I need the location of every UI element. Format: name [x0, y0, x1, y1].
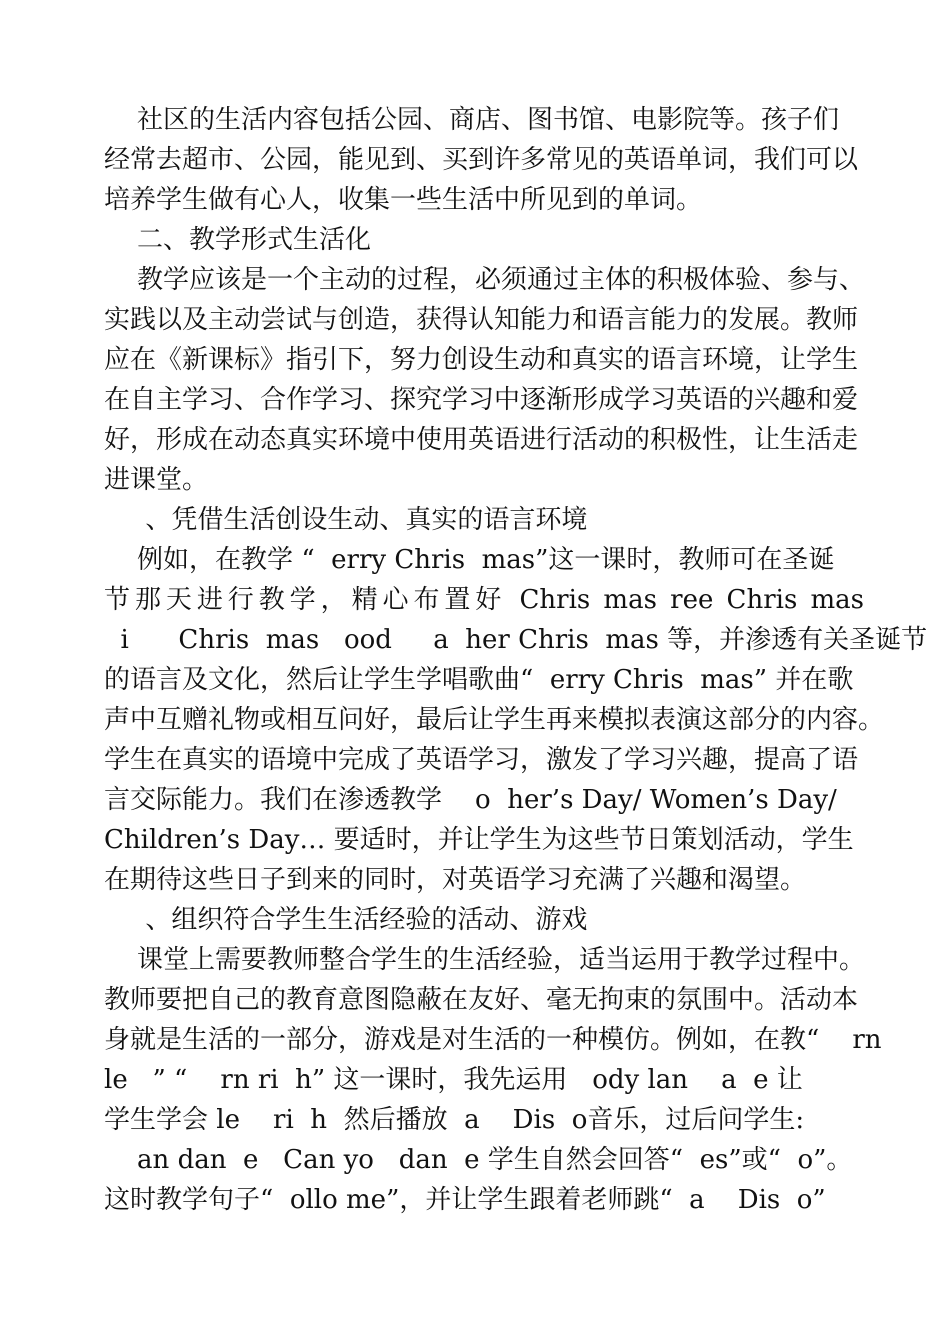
subsection-heading: 、凭借生活创设生动、真实的语言环境	[104, 505, 588, 535]
text-line: an dan e Can yo dan e 学生自然会回答“ es”或“ o”。	[104, 1145, 853, 1175]
text-line: 言交际能力。我们在渗透教学 o her’s Day/ Women’s Day/	[104, 785, 837, 815]
text-line: 声中互赠礼物或相互问好，最后让学生再来模拟表演这部分的内容。	[104, 705, 885, 735]
text-line: 教学应该是一个主动的过程，必须通过主体的积极体验、参与、	[104, 265, 866, 295]
text-line: 课堂上需要教师整合学生的生活经验，适当运用于教学过程中。	[104, 945, 866, 975]
text-line: 进课堂。	[104, 465, 209, 495]
section-heading: 二、教学形式生活化	[104, 225, 372, 255]
text-line: 社区的生活内容包括公园、商店、图书馆、电影院等。孩子们	[104, 105, 840, 135]
text-line: 节那天进行教学，精心布置好 Chris mas ree Chris mas	[104, 585, 864, 615]
text-line: 实践以及主动尝试与创造，获得认知能力和语言能力的发展。教师	[104, 305, 859, 335]
text-line: 好，形成在动态真实环境中使用英语进行活动的积极性，让生活走	[104, 425, 859, 455]
text-line: 经常去超市、公园，能见到、买到许多常见的英语单词，我们可以	[104, 145, 859, 175]
text-line: 培养学生做有心人，收集一些生活中所见到的单词。	[104, 185, 703, 215]
text-line: 的语言及文化，然后让学生学唱歌曲“ erry Chris mas” 并在歌	[104, 665, 854, 695]
text-line: 在期待这些日子到来的同时，对英语学习充满了兴趣和渴望。	[104, 865, 807, 895]
text-line: 这时教学句子“ ollo me”，并让学生跟着老师跳“ a Dis o”	[104, 1185, 826, 1215]
subsection-heading: 、组织符合学生生活经验的活动、游戏	[104, 905, 588, 935]
text-line: 应在《新课标》指引下，努力创设生动和真实的语言环境，让学生	[104, 345, 859, 375]
document-page	[104, 100, 928, 1220]
text-line: i Chris mas ood a her Chris mas 等，并渗透有关圣诞节	[104, 625, 928, 655]
text-line: 学生在真实的语境中完成了英语学习，激发了学习兴趣，提高了语	[104, 745, 859, 775]
text-line: 学生学会 le ri h 然后播放 a Dis o音乐，过后问学生:	[104, 1105, 805, 1135]
text-line: 教师要把自己的教育意图隐蔽在友好、毫无拘束的氛围中。活动本	[104, 985, 859, 1015]
text-line: le ” “ rn ri h” 这一课时，我先运用 ody lan a e 让	[104, 1065, 803, 1095]
text-line: 身就是生活的一部分，游戏是对生活的一种模仿。例如，在教“ rn	[104, 1025, 882, 1055]
text-line: 例如，在教学 “ erry Chris mas”这一课时，教师可在圣诞	[104, 545, 835, 575]
text-line: 在自主学习、合作学习、探究学习中逐渐形成学习英语的兴趣和爱	[104, 385, 859, 415]
text-line: Children’s Day… 要适时，并让学生为这些节日策划活动，学生	[104, 825, 854, 855]
